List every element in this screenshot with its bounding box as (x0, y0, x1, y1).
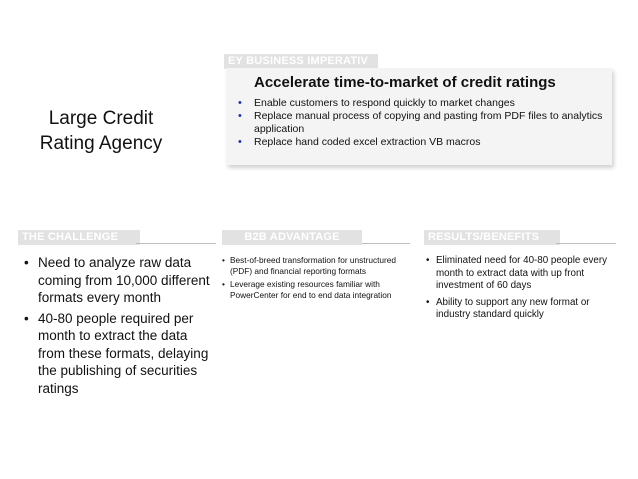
bullet: • (238, 110, 242, 122)
list-item (222, 279, 408, 300)
item-text: Need to analyze raw data coming from 10,000 different formats every month (38, 255, 210, 305)
bullet: • (426, 255, 430, 266)
bullet: • (238, 97, 242, 109)
challenge-rule (136, 243, 216, 244)
bullet: • (222, 279, 225, 289)
list-item (426, 255, 616, 293)
list-item (24, 254, 212, 307)
results-list (426, 255, 616, 326)
bullet: • (238, 136, 242, 148)
item-text: 40-80 people required per month to extract the data from these formats, delaying the publishing of securities ratings (38, 310, 209, 396)
item-text: Replace hand coded excel extraction VB macros (254, 136, 481, 148)
item-text: Ability to support any new format or industry standard quickly (436, 296, 590, 320)
results-rule (556, 243, 616, 244)
imperative-list (236, 97, 608, 149)
company-name (20, 106, 182, 156)
bullet: • (426, 296, 430, 308)
challenge-tab: THE CHALLENGE (18, 230, 140, 245)
b2b-rule (362, 243, 410, 244)
company-name-line1: Large Credit (48, 108, 154, 129)
list-item (236, 136, 608, 149)
item-text: Best-of-breed transformation for unstructured (PDF) and financial reporting formats (230, 255, 397, 276)
results-tab: RESULTS/BENEFITS (424, 230, 560, 245)
list-item (236, 97, 608, 110)
item-text: Enable customers to respond quickly to market changes (254, 97, 515, 109)
list-item (236, 110, 608, 136)
company-name-line2: Rating Agency (39, 133, 163, 154)
list-item (24, 310, 212, 398)
b2b-list (222, 255, 408, 303)
list-item (426, 297, 616, 322)
bullet: • (24, 255, 29, 270)
challenge-list (24, 254, 212, 400)
bullet: • (222, 255, 225, 265)
item-text: Leverage existing resources familiar with PowerCenter for end to end data integration (230, 279, 392, 300)
imperative-tab: EY BUSINESS IMPERATIV (224, 54, 378, 69)
imperative-title: Accelerate time-to-market of credit ratings (254, 74, 556, 91)
b2b-tab: B2B ADVANTAGE (222, 230, 362, 245)
bullet: • (24, 310, 29, 326)
item-text: Eliminated need for 40-80 people every month to extract data with up front investment of 60 days (436, 255, 608, 291)
item-text: Replace manual process of copying and pasting from PDF files to analytics application (254, 110, 603, 135)
list-item (222, 255, 408, 276)
